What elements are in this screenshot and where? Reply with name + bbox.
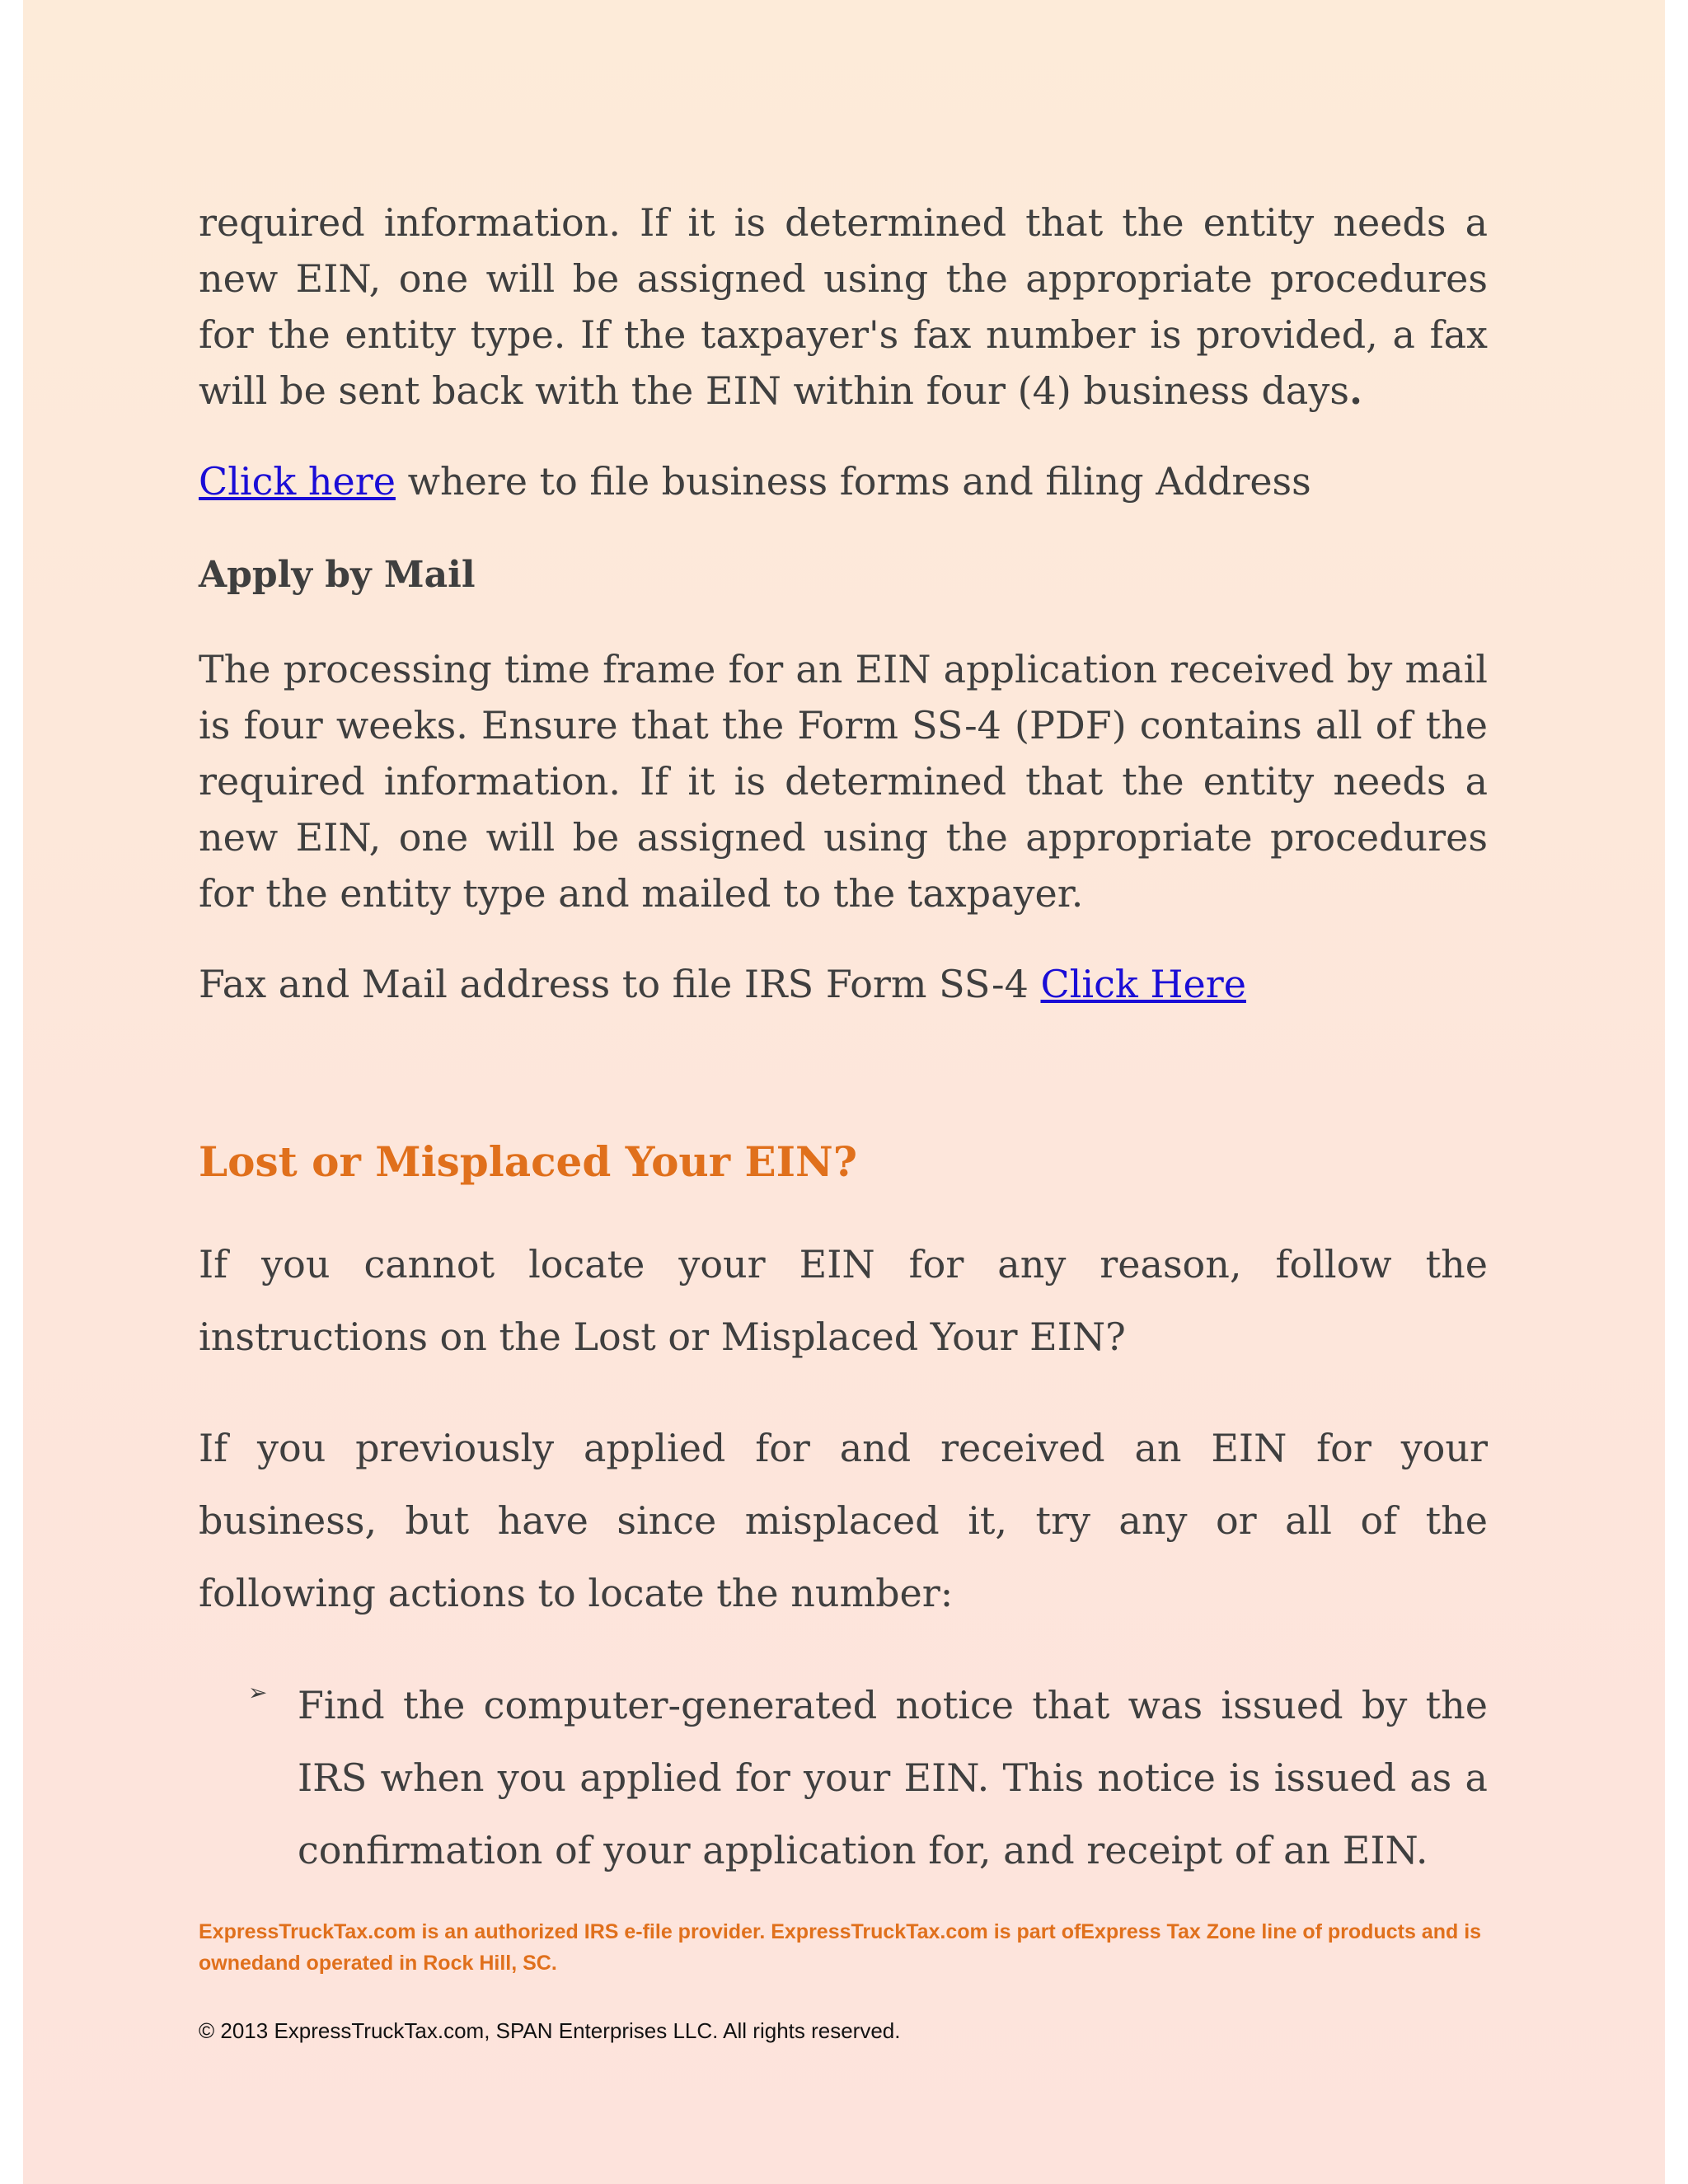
apply-by-mail-heading: Apply by Mail	[199, 554, 476, 596]
ein-fax-paragraph-text: required information. If it is determined that the entity needs a new EIN, one will be assigned using the appropriate procedures for the entity type. If the taxpayer's fax number is provided, a fax will be sent back with the EIN within four (4) business days	[199, 200, 1488, 413]
lost-ein-paragraph-2: If you previously applied for and received an EIN for your business, but have since misplaced it, try any or all of the following actions to locate the number:	[199, 1426, 1488, 1615]
footer-copyright: © 2013 ExpressTruckTax.com, SPAN Enterprises LLC. All rights reserved.	[199, 2018, 901, 2043]
lost-ein-paragraph-1: If you cannot locate your EIN for any reason, follow the instructions on the Lost or Misplaced Your EIN?	[199, 1242, 1488, 1359]
arrowhead-bullet-icon: ➢	[248, 1679, 268, 1706]
fax-mail-address-line	[199, 956, 1488, 1012]
apply-by-mail-paragraph: The processing time frame for an EIN application received by mail is four weeks. Ensure that the Form SS-4 (PDF) contains all of the required information. If it is determined that the entity needs a new EIN, one will be assigned using the appropriate procedures for the entity type and mailed to the taxpayer.	[199, 647, 1488, 916]
where-to-file-line	[199, 453, 1488, 509]
lost-ein-bullet-text: Find the computer-generated notice that was issued by the IRS when you applied for your EIN. This notice is issued as a confirmation of your application for, and receipt of an EIN.	[298, 1683, 1488, 1872]
document-page	[23, 0, 1665, 2184]
footer-provider-note: ExpressTruckTax.com is an authorized IRS e-file provider. ExpressTruckTax.com is part ofExpress Tax Zone line of products and is ownedand operated in Rock Hill, SC.	[199, 1920, 1482, 1975]
where-to-file-text: where to file business forms and filing Address	[395, 459, 1311, 504]
fax-mail-address-text: Fax and Mail address to file IRS Form SS-4	[199, 962, 1041, 1006]
where-to-file-link[interactable]: Click here	[199, 459, 396, 504]
ein-fax-paragraph	[199, 194, 1488, 419]
fax-mail-address-link[interactable]: Click Here	[1040, 962, 1246, 1006]
lost-ein-heading: Lost or Misplaced Your EIN?	[199, 1137, 858, 1186]
ein-fax-paragraph-end: .	[1348, 368, 1362, 413]
